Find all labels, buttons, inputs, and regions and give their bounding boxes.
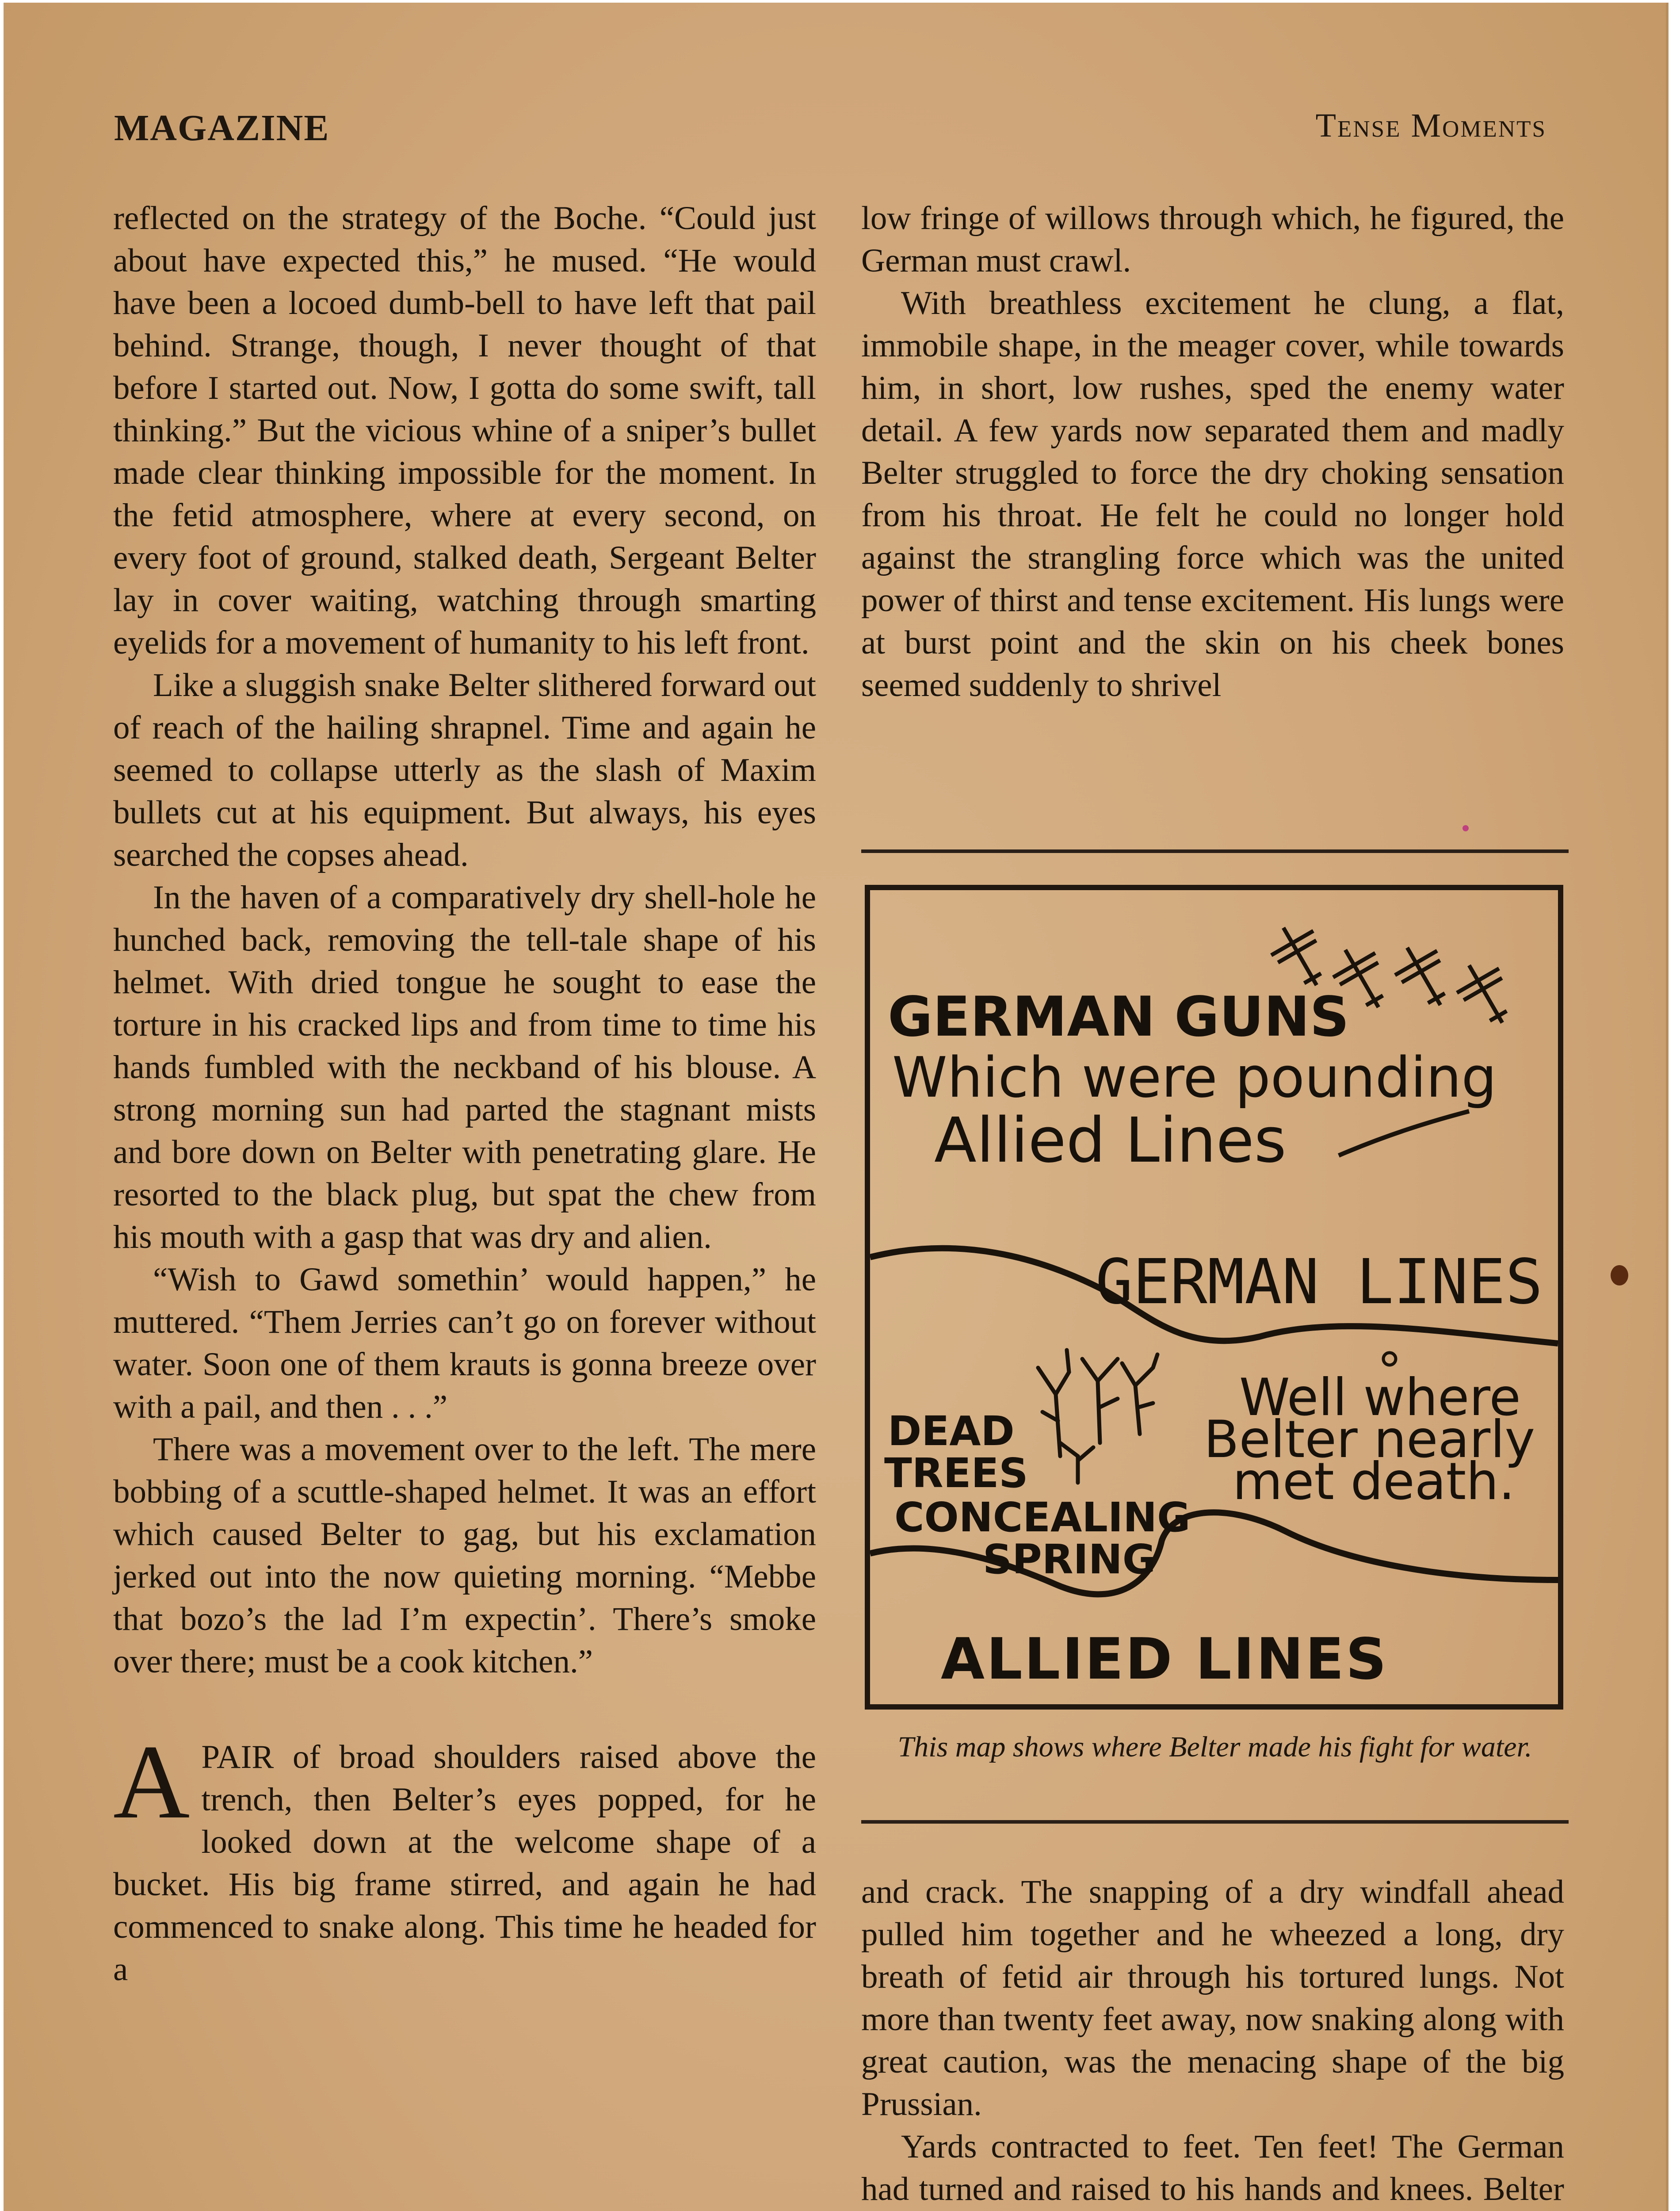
german-lines-label: GERMAN LINES bbox=[1096, 1246, 1543, 1318]
dropcap-paragraph bbox=[113, 1723, 816, 1991]
biplane-icon bbox=[1448, 953, 1523, 1035]
paragraph: low fringe of willows through which, he figured, the German must crawl. bbox=[861, 200, 1564, 279]
german-guns-label: GERMAN GUNS bbox=[888, 985, 1349, 1049]
drop-cap-letter: A bbox=[113, 1723, 190, 1840]
ink-spot bbox=[1462, 825, 1469, 831]
magazine-page bbox=[4, 3, 1669, 2211]
paragraph: and crack. The snapping of a dry windfall ahead pulled him together and he wheezed a long, dry breath of fetid air through his tortured lungs. Not more than twenty feet away, now snaking along with great caution, was the menacing shape of the big Prussian. bbox=[861, 1874, 1564, 2123]
met-death-label: met death. bbox=[1233, 1452, 1515, 1511]
ink-spot bbox=[1611, 1265, 1628, 1285]
running-head bbox=[114, 107, 1546, 155]
magazine-title: MAGAZINE bbox=[114, 107, 330, 149]
dead-trees-icon bbox=[1038, 1350, 1157, 1483]
right-column-bottom bbox=[861, 1871, 1564, 2211]
belter-label: Belter nearly bbox=[1204, 1410, 1535, 1469]
well-label: Well where bbox=[1239, 1368, 1521, 1427]
dead-label: DEAD bbox=[888, 1408, 1015, 1455]
right-column-top bbox=[861, 197, 1564, 707]
allied-lines-target-label: Allied Lines bbox=[934, 1105, 1287, 1177]
biplane-icon bbox=[1386, 936, 1461, 1018]
map-top-rule bbox=[861, 849, 1569, 853]
paragraph: In the haven of a comparatively dry shell-hole he hunched back, removing the tell-tale shape of his helmet. With dried tongue he sought to ease the torture in his cracked lips and from time to time his hands fumbled with the neckband of his blouse. A strong morning sun had parted the stagnant mists and bore down on Belter with penetrating glare. He resorted to the black plug, but spat the chew from his mouth with a gasp that was dry and alien. bbox=[113, 879, 816, 1255]
left-column bbox=[113, 197, 816, 1991]
spring-label: SPRING bbox=[983, 1536, 1156, 1583]
paragraph: “Wish to Gawd somethin’ would happen,” he muttered. “Them Jerries can’t go on forever without water. Soon one of them krauts is gonna breeze over with a pail, and then . . .” bbox=[113, 1261, 816, 1425]
allied-lines-bottom-label: ALLIED LINES bbox=[941, 1626, 1388, 1692]
gunfire-trajectory-line bbox=[1339, 1111, 1469, 1155]
concealing-label: CONCEALING bbox=[894, 1494, 1191, 1541]
paragraph: reflected on the strategy of the Boche. “Could just about have expected this,” he mused. “He would have been a locoed dumb-bell to have left that pail behind. Strange, though, I never thought of that before I started out. Now, I gotta do some swift, tall thinking.” But the vicious whine of a sniper’s bullet made clear thinking impossible for the moment. In the fetid atmosphere, where at every second, on every foot of ground, stalked death, Sergeant Belter lay in cover waiting, watching through smarting eyelids for a movement of humanity to his left front. bbox=[113, 200, 816, 661]
well-marker bbox=[1383, 1353, 1396, 1365]
map-bottom-rule bbox=[861, 1820, 1569, 1824]
trees-label: TREES bbox=[884, 1450, 1028, 1497]
map-caption: This map shows where Belter made his fight for water. bbox=[897, 1731, 1532, 1763]
paragraph: With breathless excitement he clung, a flat, immobile shape, in the meager cover, while towards him, in short, low rushes, sped the enemy water detail. A few yards now separated them and madly Belter struggled to force the dry choking sensation from his throat. He felt he could no longer hold against the strangling force which was the united power of thirst and tense excitement. His lungs were at burst point and the skin on his cheek bones seemed suddenly to shrivel bbox=[861, 285, 1564, 704]
paragraph: There was a movement over to the left. The mere bobbing of a scuttle-shaped helmet. It was an effort which caused Belter to gag, but his exclamation jerked out into the now quieting morning. “Mebbe that bozo’s the lad I’m expectin’. There’s smoke over there; must be a cook kitchen.” bbox=[113, 1431, 816, 1680]
section-title: Tense Moments bbox=[1315, 107, 1546, 144]
paragraph: Like a sluggish snake Belter slithered forward out of reach of the hailing shrapnel. Time and again he seemed to collapse utterly as the slash of Maxim bullets cut at his equipment. But always, his eyes searched the copses ahead. bbox=[113, 667, 816, 873]
battle-map bbox=[865, 885, 1563, 1710]
paragraph: Yards contracted to feet. Ten feet! The German had turned and raised to his hands and knees. Belter bbox=[861, 2128, 1564, 2207]
which-were-pounding-label: Which were pounding bbox=[892, 1045, 1497, 1110]
dropcap-paragraph-text: PAIR of broad shoulders raised above the trench, then Belter’s eyes popped, for he looked down at the welcome shape of a bucket. His big frame stirred, and again he had commenced to snake along. This time he headed for a bbox=[113, 1739, 816, 1988]
